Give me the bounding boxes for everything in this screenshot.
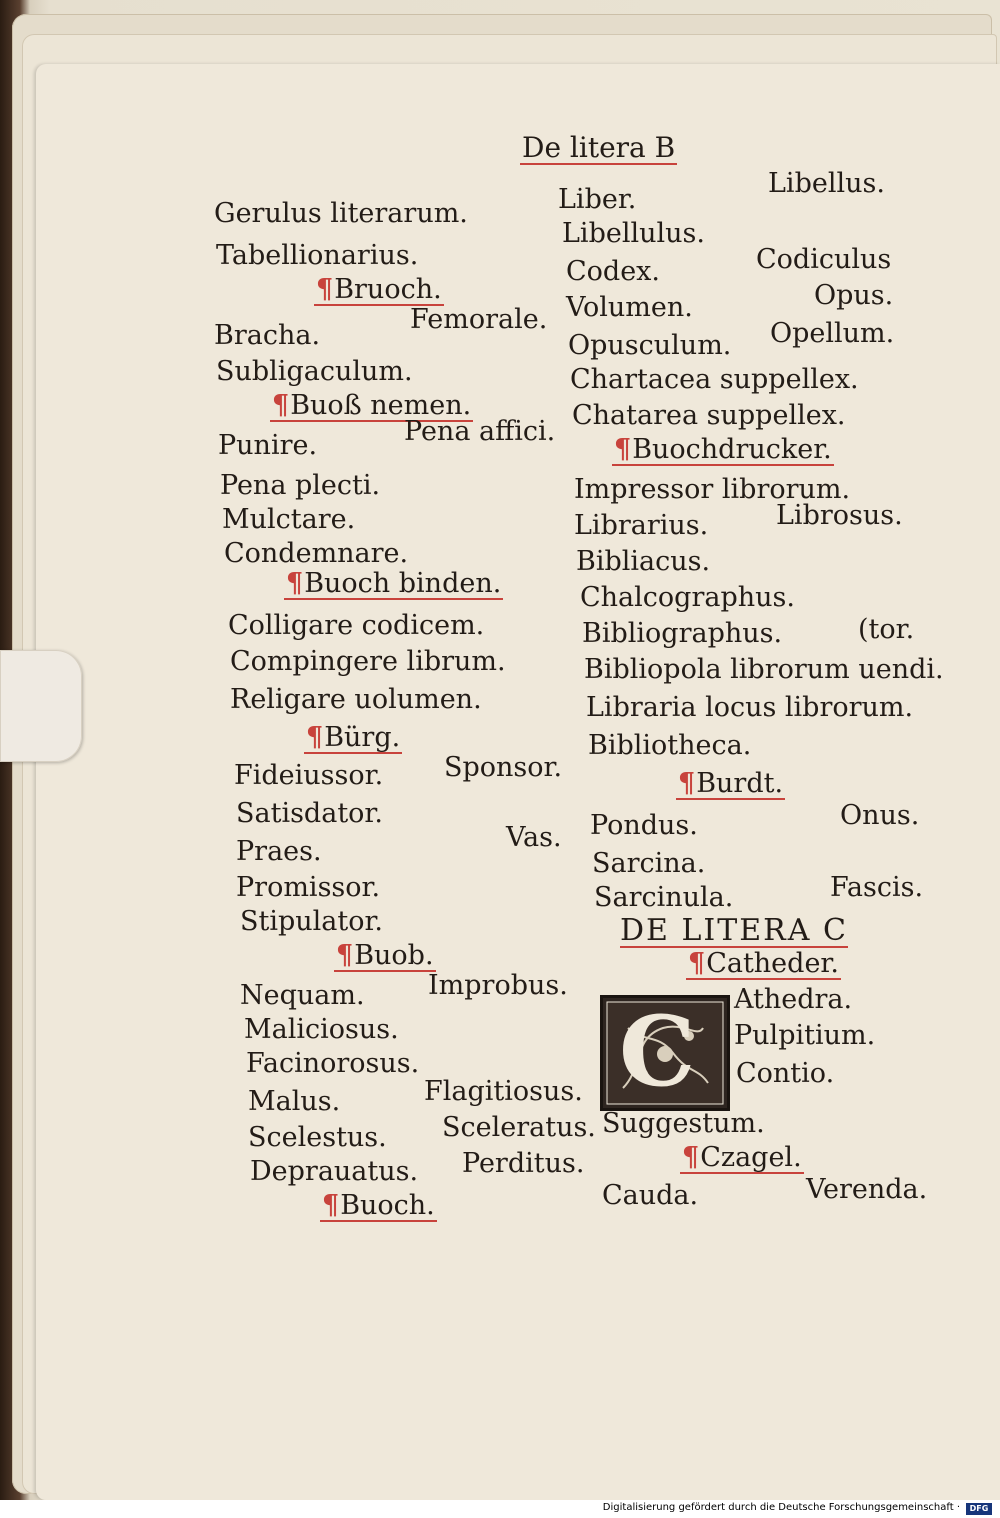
heading-buoch-binden: ¶Buoch binden. <box>286 568 502 599</box>
right-entry: Codex. <box>566 256 660 287</box>
credit-text: Digitalisierung gefördert durch die Deutsche Forschungsgemeinschaft · <box>602 1502 960 1513</box>
left-entry: Perditus. <box>462 1148 585 1179</box>
heading-burg: ¶Bürg. <box>306 722 401 753</box>
left-entry: Stipulator. <box>240 906 384 937</box>
left-entry: Sponsor. <box>444 752 563 783</box>
heading-buoch: ¶Buoch. <box>322 1190 435 1221</box>
right-entry: Chalcographus. <box>580 582 795 613</box>
right-entry: Verenda. <box>806 1174 928 1205</box>
right-entry: Suggestum. <box>602 1108 765 1139</box>
right-entry: Liber. <box>558 184 637 215</box>
left-entry: Compingere librum. <box>230 646 506 677</box>
right-entry: Libellulus. <box>562 218 705 249</box>
heading-burdt: ¶Burdt. <box>678 768 784 799</box>
left-entry: Scelestus. <box>248 1122 387 1153</box>
left-entry: Pena plecti. <box>220 470 381 501</box>
right-entry: Fascis. <box>830 872 924 903</box>
right-entry: Athedra. <box>734 984 853 1015</box>
right-entry: Onus. <box>840 800 920 831</box>
left-entry: Femorale. <box>410 304 548 335</box>
left-entry: Vas. <box>506 822 562 853</box>
left-entry: Mulctare. <box>222 504 356 535</box>
left-entry: Gerulus literarum. <box>214 198 468 229</box>
right-entry: Codiculus <box>756 244 892 275</box>
right-entry: Volumen. <box>566 292 693 323</box>
dfg-logo-icon: DFG <box>966 1503 992 1515</box>
right-entry: (tor. <box>858 614 915 645</box>
right-entry: Opellum. <box>770 318 895 349</box>
pilcrow-icon: ¶ <box>682 1142 700 1173</box>
left-entry: Facinorosus. <box>246 1048 420 1079</box>
left-entry: Bracha. <box>214 320 321 351</box>
right-entry: Opus. <box>814 280 894 311</box>
left-entry: Promissor. <box>236 872 381 903</box>
pilcrow-icon: ¶ <box>286 568 304 599</box>
right-entry: Impressor librorum. <box>574 474 851 505</box>
decorated-initial <box>600 995 730 1111</box>
right-entry: Libellus. <box>768 168 885 199</box>
right-entry: Librosus. <box>776 500 903 531</box>
initial-letter: C <box>619 995 696 1108</box>
pilcrow-icon: ¶ <box>688 948 706 979</box>
right-entry: Sarcina. <box>592 848 706 879</box>
left-entry: Religare uolumen. <box>230 684 482 715</box>
left-entry: Satisdator. <box>236 798 383 829</box>
pilcrow-icon: ¶ <box>614 434 632 465</box>
heading-catheder: ¶Catheder. <box>688 948 839 979</box>
right-entry: Bibliopola librorum uendi. <box>584 654 944 685</box>
pilcrow-icon: ¶ <box>272 390 290 421</box>
right-entry: Bibliotheca. <box>588 730 752 761</box>
pilcrow-icon: ¶ <box>306 722 324 753</box>
credit-bar <box>0 1500 1000 1518</box>
left-entry: Subligaculum. <box>216 356 413 387</box>
left-entry: Improbus. <box>428 970 568 1001</box>
heading-buochdrucker: ¶Buochdrucker. <box>614 434 832 465</box>
left-entry: Colligare codicem. <box>228 610 485 641</box>
heading-buob: ¶Buob. <box>336 940 434 971</box>
running-head: De litera B <box>522 131 676 164</box>
left-entry: Malus. <box>248 1086 341 1117</box>
left-entry: Deprauatus. <box>250 1156 419 1187</box>
right-entry: Chatarea suppellex. <box>572 400 846 431</box>
left-entry: Maliciosus. <box>244 1014 399 1045</box>
right-entry: Bibliographus. <box>582 618 783 649</box>
pilcrow-icon: ¶ <box>322 1190 340 1221</box>
left-entry: Praes. <box>236 836 322 867</box>
pilcrow-icon: ¶ <box>336 940 354 971</box>
right-entry: Libraria locus librorum. <box>586 692 914 723</box>
right-entry: Pulpitium. <box>734 1020 876 1051</box>
right-entry: Sarcinula. <box>594 882 734 913</box>
heading-czagel: ¶Czagel. <box>682 1142 802 1173</box>
heading-bruoch: ¶Bruoch. <box>316 274 442 305</box>
left-entry: Tabellionarius. <box>216 240 419 271</box>
left-entry: Sceleratus. <box>442 1112 596 1143</box>
left-entry: Flagitiosus. <box>424 1076 583 1107</box>
right-entry: Contio. <box>736 1058 835 1089</box>
right-entry: Librarius. <box>574 510 709 541</box>
left-entry: Fideiussor. <box>234 760 384 791</box>
left-entry: Punire. <box>218 430 318 461</box>
pilcrow-icon: ¶ <box>678 768 696 799</box>
right-entry: Bibliacus. <box>576 546 711 577</box>
right-entry: Opusculum. <box>568 330 732 361</box>
left-entry: Condemnare. <box>224 538 409 569</box>
page-clip <box>0 650 82 762</box>
pilcrow-icon: ¶ <box>316 274 334 305</box>
section-title-litera-c: DE LITERA C <box>620 913 848 948</box>
right-entry: Pondus. <box>590 810 698 841</box>
right-entry: Cauda. <box>602 1180 699 1211</box>
left-entry: Nequam. <box>240 980 365 1011</box>
right-entry: Chartacea suppellex. <box>570 364 859 395</box>
left-entry: Pena affici. <box>404 416 556 447</box>
heading-buoss-nemen: ¶Buoß nemen. <box>272 390 472 421</box>
